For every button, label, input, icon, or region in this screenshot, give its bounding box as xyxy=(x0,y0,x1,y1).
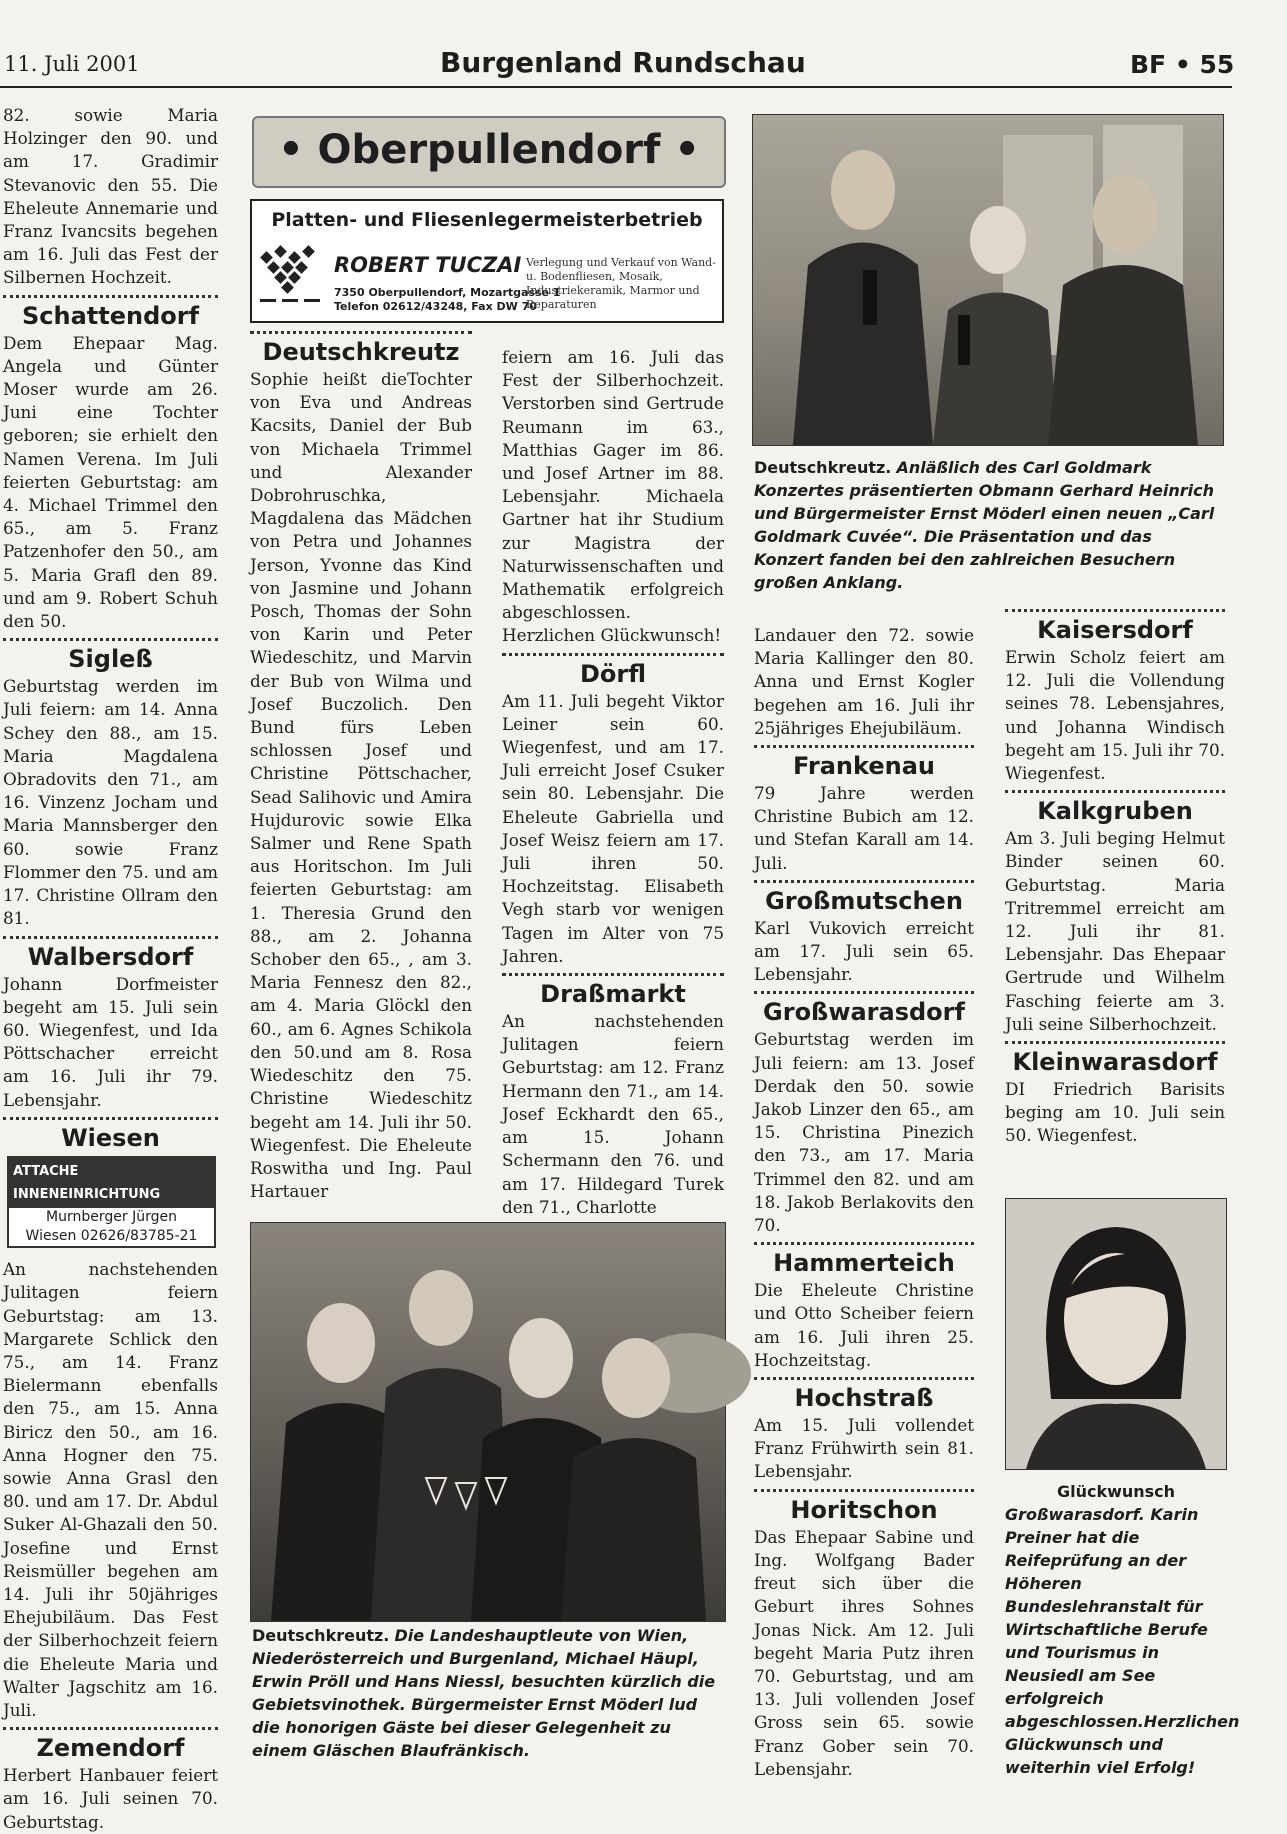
portrait-caption xyxy=(1005,1480,1240,1779)
divider xyxy=(3,295,218,298)
newspaper-title: Burgenland Rundschau xyxy=(440,46,806,79)
column-1 xyxy=(3,104,218,1832)
section-text-wiesen: An nachstehenden Julitagen feiern Geburtstag: am 13. Margarete Schlick den 75., am 14. Franz Bielermann ebenfalls den 75., am 15. Anna Biricz den 50., am 16. Anna Hogner den 75. sowie Anna Grasl den 80. und am 17. Dr. Abdul Suker Al-Ghazali den 50. Josefine und Ernst Reismüller begehen am 14. Juli ihr 50jähriges Ehejubiläum. Das Fest der Silberhochzeit feiern die Eheleute Maria und Walter Jagschitz am 16. Juli. xyxy=(3,1259,218,1720)
divider xyxy=(1005,609,1225,612)
divider xyxy=(754,991,974,994)
column-4 xyxy=(754,624,974,1794)
caption-text: Anläßlich des Carl Goldmark Konzertes präsentierten Obmann Gerhard Heinrich und Bürgermeister Ernst Möderl einen neuen „Carl Goldmark Cuvée“. Die Präsentation und das Konzert fanden bei den zahlreichen Besuchern großen Anklang. xyxy=(754,458,1215,592)
section-title-hochstrass: Hochstraß xyxy=(794,1384,934,1413)
people-photo-icon xyxy=(251,1223,725,1621)
ad-company-name: ROBERT TUCZAI xyxy=(334,253,522,277)
section-text-hochstrass: Am 15. Juli vollendet Franz Frühwirth sein 81. Lebensjahr. xyxy=(754,1415,974,1482)
section-text-frankenau: 79 Jahre werden Christine Bubich am 12. und Stefan Karall am 14. Juli. xyxy=(754,783,974,873)
section-title-deutschkreutz: Deutschkreutz xyxy=(262,338,460,366)
caption-text: Die Landeshauptleute von Wien, Niederösterreich und Burgenland, Michael Häupl, Erwin Pröll und Hans Niessl, besuchten kürzlich die Gebietsvinothek. Bürgermeister Ernst Möderl lud die honorigen Gäste bei dieser Gelegenheit zu einem Gläschen Blaufränkisch. xyxy=(252,1626,716,1760)
section-title-grossmutschen: Großmutschen xyxy=(765,886,963,915)
section-text-grosswarasdorf: Geburtstag werden im Juli feiern: am 13. Josef Derdak den 50. sowie Jakob Linzer den 65., am 15. Christina Pinezich den 73., am 17. Maria Trimmel den 82. und am 18. Jakob Berlakovits den 70. xyxy=(754,1029,974,1236)
section-title-grosswarasdorf: Großwarasdorf xyxy=(763,998,965,1027)
section-title-wiesen: Wiesen xyxy=(61,1123,160,1152)
tile-logo-icon xyxy=(258,243,330,309)
wiesen-ad-phone: Wiesen 02626/83785-21 xyxy=(25,1228,198,1245)
section-title-doerfl: Dörfl xyxy=(579,659,647,688)
photo-bottom-caption xyxy=(252,1624,726,1762)
divider xyxy=(754,745,974,748)
column-3 xyxy=(502,346,724,1217)
section-title-schattendorf: Schattendorf xyxy=(21,301,200,330)
ad-address: 7350 Oberpullendorf, Mozartgasse 1 xyxy=(334,286,561,299)
photo-top-caption xyxy=(754,456,1224,594)
section-text-kaisersdorf: Erwin Scholz feiert am 12. Juli die Vollendung seines 78. Lebensjahres, und Johanna Windisch begeht am 15. Juli ihr 70. Wiegenfest. xyxy=(1005,647,1225,784)
ad-phone: Telefon 02612/43248, Fax DW 70 xyxy=(334,300,537,313)
divider xyxy=(754,1489,974,1492)
header-rule xyxy=(0,86,1232,88)
section-title-zemendorf: Zemendorf xyxy=(36,1734,185,1763)
tuczai-advertisement xyxy=(250,199,724,323)
section-text-zemendorf: Herbert Hanbauer feiert am 16. Juli seinen 70. Geburtstag. xyxy=(3,1765,218,1832)
divider xyxy=(502,653,724,656)
divider xyxy=(754,880,974,883)
divider xyxy=(754,1377,974,1380)
caption-place: Deutschkreutz. xyxy=(754,458,892,477)
divider xyxy=(3,936,218,939)
col1-intro: 82. sowie Maria Holzinger den 90. und am 17. Gradimir Stevanovic den 55. Die Eheleute Annemarie und Franz Ivancsits begehen am 16. Juli das Fest der Silbernen Hochzeit. xyxy=(3,105,218,288)
photo-landeshauptleute xyxy=(250,1222,726,1622)
col4-intro: Landauer den 72. sowie Maria Kallinger den 80. Anna und Ernst Kogler begehen am 16. Juli ihr 25jähriges Ehejubiläum. xyxy=(754,625,974,738)
section-title-kaisersdorf: Kaisersdorf xyxy=(1037,616,1193,644)
divider xyxy=(502,973,724,976)
photo-carl-goldmark-cuvee xyxy=(752,114,1224,446)
people-photo-icon xyxy=(753,115,1223,445)
section-title-sigless: Sigleß xyxy=(68,645,153,674)
section-text-hammerteich: Die Eheleute Christine und Otto Scheiber feiern am 16. Juli ihren 25. Hochzeitstag. xyxy=(754,1280,974,1370)
ad-services: Verlegung und Verkauf von Wand- u. Bodenfliesen, Mosaik, Industriekeramik, Marmor und Reparaturen xyxy=(526,256,716,311)
section-text-walbersdorf: Johann Dorfmeister begeht am 15. Juli sein 60. Wiegenfest, und Ida Pöttschacher erreicht am 16. Juli ihr 79. Lebensjahr. xyxy=(3,973,218,1110)
page-number: BF • 55 xyxy=(1130,50,1235,79)
divider xyxy=(250,331,472,334)
portrait-caption-text: Großwarasdorf. Karin Preiner hat die Reifeprüfung an der Höheren Bundeslehranstalt für Wirtschaftliche Berufe und Tourismus in Neusiedl am See erfolgreich abgeschlossen.Herzlichen Glückwunsch und weiterhin viel Erfolg! xyxy=(1005,1505,1240,1777)
section-title-walbersdorf: Walbersdorf xyxy=(27,942,194,971)
section-title-kalkgruben: Kalkgruben xyxy=(1037,797,1193,826)
section-text-grossmutschen: Karl Vukovich erreicht am 17. Juli sein 65. Lebensjahr. xyxy=(754,917,974,985)
wiesen-ad-owner: Murnberger Jürgen xyxy=(46,1209,177,1226)
divider xyxy=(1005,1041,1225,1044)
portrait-photo-icon xyxy=(1006,1199,1226,1469)
caption-place: Deutschkreutz. xyxy=(252,1626,390,1645)
divider xyxy=(3,1117,218,1120)
divider xyxy=(3,1727,218,1730)
section-text-deutschkreutz: Sophie heißt dieTochter von Eva und Andreas Kacsits, Daniel der Bub von Michaela Trimmel und Alexander Dobrohruschka, Magdalena das Mädchen von Petra und Johannes Jerson, Yvonne das Kind von Jasmine und Johann Posch, Thomas der Sohn von Karin und Peter Wiedeschitz, und Marvin der Bub von Wilma und Josef Buczolich. Den Bund fürs Leben schlossen Josef und Christine Pöttschacher, Sead Salihovic und Amira Hujdurovic sowie Elka Salmer und Rene Spath aus Horitschon. Im Juli feierten Geburtstag: am 1. Theresia Grund den 88., am 2. Johanna Schober den 65., , am 3. Maria Fennesz den 82., am 4. Maria Glöckl den 60., am 6. Agnes Schikola den 50.und am 8. Rosa Wiedeschitz den 75. Christine Wiedeschitz begeht am 14. Juli ihr 50. Wiegenfest. Die Eheleute Roswitha und Ing. Paul Hartauer xyxy=(250,369,472,1202)
section-text-doerfl: Am 11. Juli begeht Viktor Leiner sein 60. Wiegenfest, und am 17. Juli erreicht Josef Csuker sein 80. Lebensjahr. Die Eheleute Gabriella und Josef Weisz feiern am 17. Juli ihren 50. Hochzeitstag. Elisabeth Vegh starb vor wenigen Tagen im Alter von 75 Jahren. xyxy=(502,690,724,966)
column-2 xyxy=(250,326,472,1206)
ad-title: Platten- und Fliesenlegermeisterbetrieb xyxy=(271,209,703,231)
col3-intro: feiern am 16. Juli das Fest der Silberhochzeit. Verstorben sind Gertrude Reumann im 63., Matthias Gager im 86. und Josef Artner im 88. Lebensjahr. Michaela Gartner hat ihr Studium zur Magistra der Naturwissenschaften und Mathematik erfolgreich abgeschlossen. Herzlichen Glückwunsch! xyxy=(502,347,724,646)
section-text-kalkgruben: Am 3. Juli beging Helmut Binder seinen 60. Geburtstag. Maria Tritremmel erreicht am 12. Juli ihr 81. Lebensjahr. Das Ehepaar Gertrude und Wilhelm Fasching feierte am 3. Juli seine Silberhochzeit. xyxy=(1005,828,1225,1034)
column-5 xyxy=(1005,604,1225,1184)
section-title-drassmarkt: Draßmarkt xyxy=(540,980,686,1009)
region-banner: • Oberpullendorf • xyxy=(252,116,726,188)
section-title-kleinwarasdorf: Kleinwarasdorf xyxy=(1012,1048,1218,1077)
divider xyxy=(3,638,218,641)
section-text-kleinwarasdorf: DI Friedrich Barisits beging am 10. Juli sein 50. Wiegenfest. xyxy=(1005,1079,1225,1146)
wiesen-advertisement xyxy=(7,1156,216,1248)
section-text-sigless: Geburtstag werden im Juli feiern: am 14. Anna Schey den 88., am 15. Maria Magdalena Obradovits den 71., am 16. Vinzenz Jocham und Maria Mannsberger den 60. sowie Franz Flommer den 75. und am 17. Christine Ollram den 81. xyxy=(3,676,218,929)
section-title-frankenau: Frankenau xyxy=(793,752,935,781)
section-title-hammerteich: Hammerteich xyxy=(773,1249,955,1278)
wiesen-ad-company: ATTACHE INNENEINRICHTUNG xyxy=(9,1158,214,1208)
divider xyxy=(754,1242,974,1245)
issue-date: 11. Juli 2001 xyxy=(4,52,140,76)
section-text-schattendorf: Dem Ehepaar Mag. Angela und Günter Moser wurde am 26. Juni eine Tochter geboren; sie erhielt den Namen Verena. Im Juli feierten Geburtstag: am 4. Michael Trimmel den 65., am 5. Franz Patzenhofer den 50., am 5. Maria Grafl den 89. und am 9. Robert Schuh den 50. xyxy=(3,332,218,632)
section-title-horitschon: Horitschon xyxy=(790,1495,938,1524)
section-text-horitschon: Das Ehepaar Sabine und Ing. Wolfgang Bader freut sich über die Geburt ihres Sohnes Jonas Nick. Am 12. Juli begeht Maria Putz ihren 70. Geburtstag, und am 13. Juli vollenden Josef Gross sein 65. sowie Franz Gober sein 70. Lebensjahr. xyxy=(754,1526,974,1779)
photo-portrait xyxy=(1005,1198,1227,1470)
section-text-drassmarkt: An nachstehenden Julitagen feiern Geburtstag: am 12. Franz Hermann den 71., am 14. Josef Eckhardt den 65., am 15. Johann Schermann den 76. und am 17. Hildegard Turek den 71., Charlotte xyxy=(502,1011,724,1217)
divider xyxy=(1005,790,1225,793)
portrait-caption-title: Glückwunsch xyxy=(1056,1482,1176,1501)
